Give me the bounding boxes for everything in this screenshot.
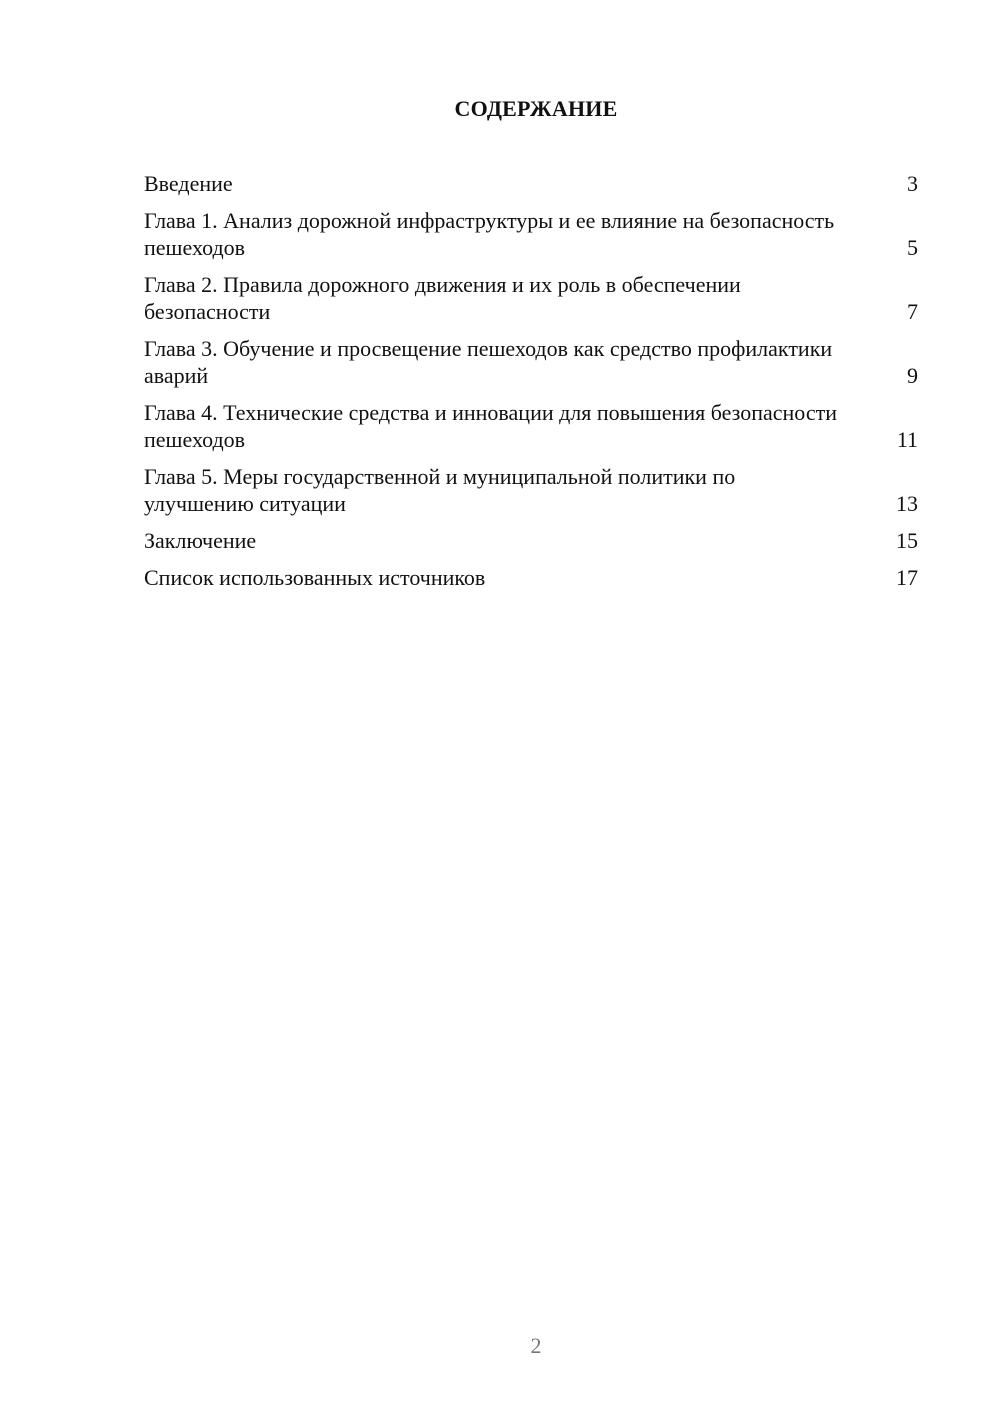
table-of-contents (144, 170, 918, 601)
toc-entry-introduction (144, 170, 918, 197)
toc-entry-chapter-1 (144, 207, 918, 261)
toc-entry-conclusion (144, 527, 918, 554)
toc-entry-page: 3 (907, 171, 918, 196)
toc-entry-label: Введение (144, 171, 233, 196)
toc-entry-label: Глава 5. Меры государственной и муниципальной политики по улучшению ситуации (144, 464, 736, 516)
toc-entry-chapter-3 (144, 335, 918, 389)
toc-entry-page: 11 (896, 427, 918, 452)
toc-entry-label: Список использованных источников (144, 565, 486, 590)
toc-entry-page: 15 (896, 528, 918, 553)
toc-entry-label: Глава 1. Анализ дорожной инфраструктуры и ее влияние на безопасность пешеходов (144, 208, 835, 260)
toc-entry-label: Глава 2. Правила дорожного движения и их роль в обеспечении безопасности (144, 272, 741, 324)
toc-entry-page: 7 (907, 299, 918, 324)
toc-entry-references (144, 564, 918, 591)
toc-entry-label: Заключение (144, 528, 257, 553)
toc-entry-label: Глава 4. Технические средства и инновации для повышения безопасности пешеходов (144, 400, 837, 452)
toc-entry-page: 13 (896, 491, 918, 516)
toc-entry-page: 17 (896, 565, 918, 590)
page-number: 2 (530, 1333, 542, 1358)
toc-entry-page: 5 (907, 235, 918, 260)
toc-entry-chapter-4 (144, 399, 918, 453)
toc-entry-label: Глава 3. Обучение и просвещение пешеходов как средство профилактики аварий (144, 336, 833, 388)
toc-entry-page: 9 (907, 363, 918, 388)
page-title: СОДЕРЖАНИЕ (454, 96, 618, 121)
toc-entry-chapter-2 (144, 271, 918, 325)
toc-entry-chapter-5 (144, 463, 918, 517)
